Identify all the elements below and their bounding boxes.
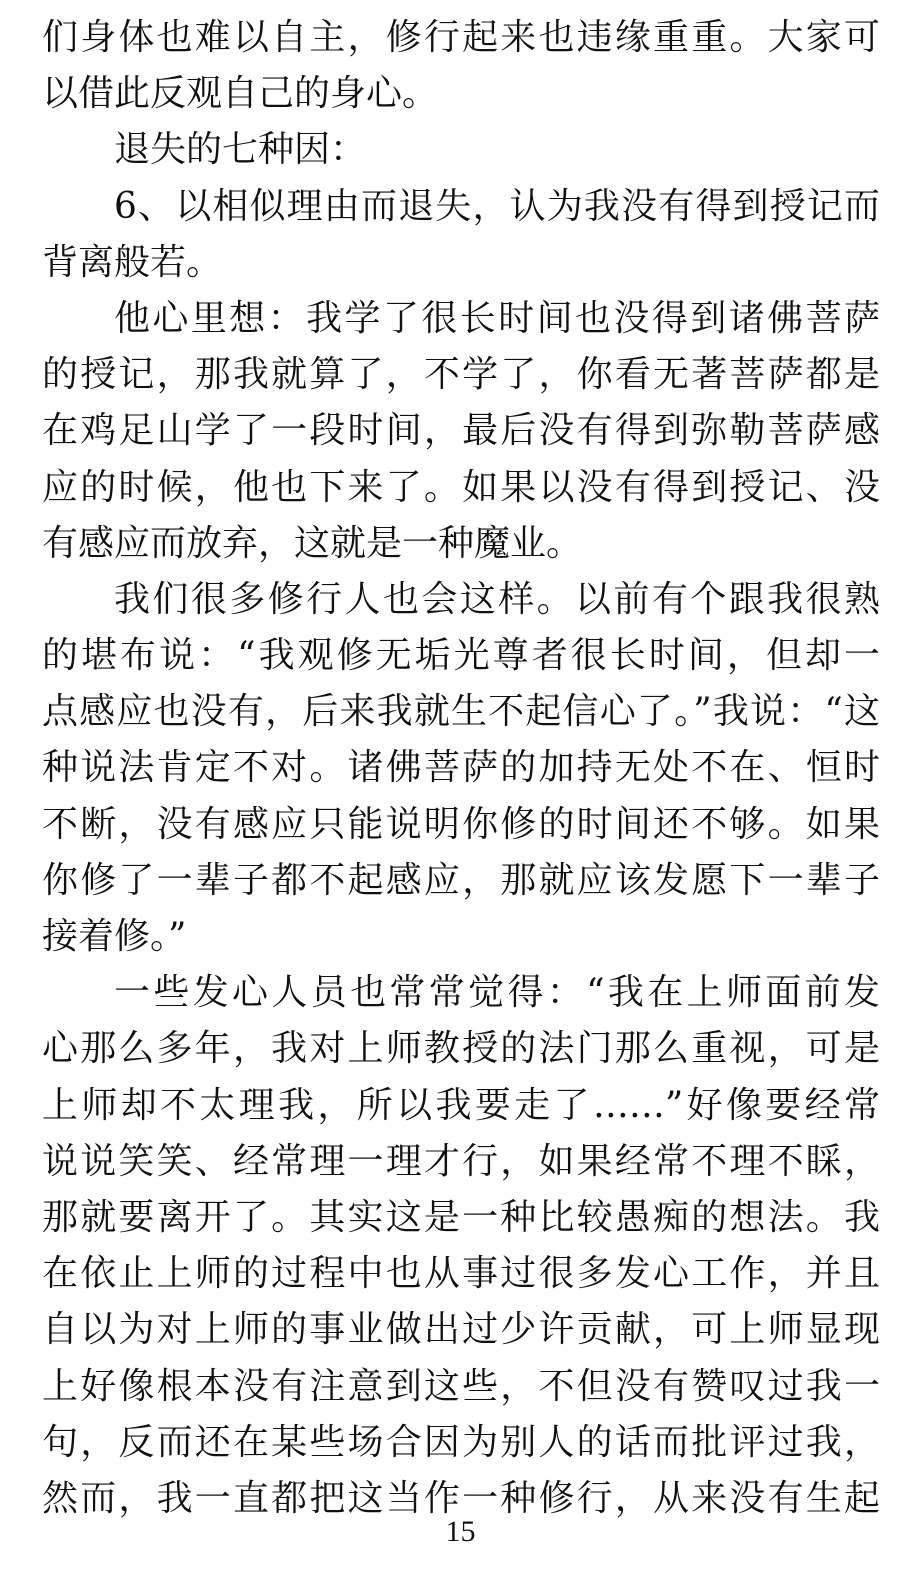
text-line: 你修了一辈子都不起感应，那就应该发愿下一辈子 [42,859,880,901]
text-line: 应的时候，他也下来了。如果以没有得到授记、没 [42,466,880,508]
text-line: 在鸡足山学了一段时间，最后没有得到弥勒菩萨感 [42,410,880,452]
body-text [42,10,880,1527]
text-line: 以借此反观自己的身心。 [42,73,439,115]
page-number: 15 [445,1515,476,1548]
text-line: 那就要离开了。其实这是一种比较愚痴的想法。我 [42,1196,880,1238]
text-line: 们身体也难以自主，修行起来也违缘重重。大家可 [42,17,880,58]
text-line: 然而，我一直都把这当作一种修行，从来没有生起 [42,1477,880,1519]
text-line: 种说法肯定不对。诸佛菩萨的加持无处不在、恒时 [42,747,880,789]
text-line: 句，反而还在某些场合因为别人的话而批评过我， [42,1421,880,1463]
text-line: 有感应而放弃，这就是一种魔业。 [42,522,583,564]
text-line: 心那么多年，我对上师教授的法门那么重视，可是 [42,1028,880,1070]
text-line: 背离般若。 [42,241,223,283]
text-line: 6、以相似理由而退失，认为我没有得到授记而 [114,185,880,227]
text-line: 点感应也没有，后来我就生不起信心了。”我说：“这 [42,691,880,733]
text-line: 上师却不太理我，所以我要走了……”好像要经常 [42,1084,880,1126]
text-line: 的授记，那我就算了，不学了，你看无著菩萨都是 [42,354,880,396]
text-line: 他心里想：我学了很长时间也没得到诸佛菩萨 [114,297,880,339]
text-line: 我们很多修行人也会这样。以前有个跟我很熟 [114,578,880,620]
text-line: 自以为对上师的事业做出过少许贡献，可上师显现 [42,1309,880,1351]
text-line: 说说笑笑、经常理一理才行，如果经常不理不睬， [42,1140,880,1182]
text-line: 不断，没有感应只能说明你修的时间还不够。如果 [42,803,880,845]
text-line: 的堪布说：“我观修无垢光尊者很长时间，但却一 [42,635,880,677]
text-line: 一些发心人员也常常觉得：“我在上师面前发 [114,972,880,1014]
text-line: 接着修。” [42,916,187,957]
text-line: 上好像根本没有注意到这些，不但没有赞叹过我一 [42,1365,880,1407]
section-heading: 退失的七种因： [114,129,367,171]
text-line: 在依止上师的过程中也从事过很多发心工作，并且 [42,1253,880,1295]
